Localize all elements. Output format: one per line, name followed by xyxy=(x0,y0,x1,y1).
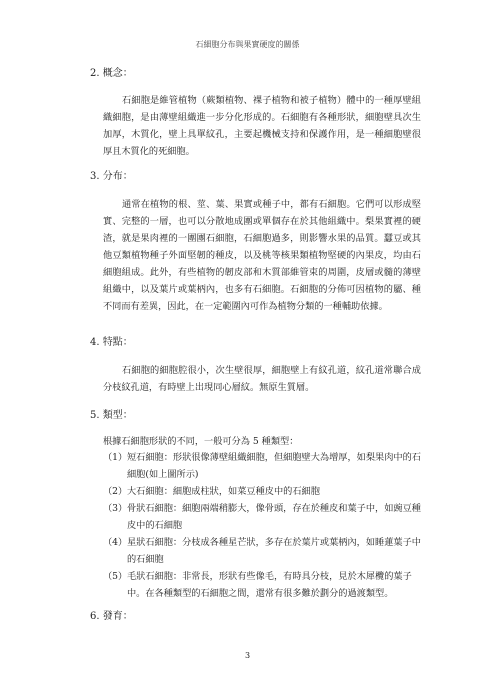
list-item xyxy=(103,483,425,500)
section-heading-distribution: 3. 分布： xyxy=(90,171,133,182)
list-item xyxy=(103,449,425,483)
list-text: 短石細胞：形狀很像薄壁組織細胞，但細胞壁大為增厚，如梨果肉中的石細胞(如上圖所示) xyxy=(127,452,421,480)
list-item xyxy=(103,534,425,568)
list-text: 毛狀石細胞：非常長，形狀有些像毛，有時具分枝，見於木犀欖的葉子中。在各種類型的石細胞之間，還常有很多難於劃分的過渡類型。 xyxy=(127,571,412,599)
paragraph-concept: 石細胞是維管植物（蕨類植物、裸子植物和被子植物）體中的一種厚壁組織細胞，是由薄壁組織進一步分化形成的。石細胞有各種形狀，細胞壁具次生加厚，木質化，壁上具單紋孔，主要起機械支持和保護作用，是一種細胞壁很厚且木質化的死細胞。 xyxy=(103,95,421,157)
page-number: 3 xyxy=(244,651,251,660)
list-number: （4） xyxy=(103,537,128,548)
running-header: 石細胞分布與果實硬度的關係 xyxy=(195,40,300,49)
list-number: （3） xyxy=(103,503,128,514)
list-number: （1） xyxy=(103,452,128,463)
list-text: 星狀石細胞：分枝成各種星芒狀，多存在於葉片或葉柄內，如睡蓮葉子中的石細胞 xyxy=(127,537,421,565)
types-intro: 根據石細胞形狀的不同，一般可分為 5 種類型： xyxy=(103,436,299,447)
list-text: 大石細胞：細胞成柱狀，如菜豆種皮中的石細胞 xyxy=(127,486,320,497)
section-heading-development: 6. 發育： xyxy=(90,611,133,622)
list-item xyxy=(103,568,425,602)
list-number: （2） xyxy=(103,486,128,497)
list-text: 骨狀石細胞：細胞兩端稍膨大，像骨頭，存在於種皮和葉子中，如豌豆種皮中的石細胞 xyxy=(127,503,421,531)
section-heading-concept: 2. 概念： xyxy=(90,68,133,79)
paragraph-features: 石細胞的細胞腔很小，次生壁很厚，細胞壁上有紋孔道，紋孔道常聯合成分枝紋孔道，有時壁上出現同心層紋。無原生質層。 xyxy=(103,365,421,393)
section-heading-features: 4. 特點： xyxy=(90,337,133,348)
list-number: （5） xyxy=(103,571,128,582)
list-item xyxy=(103,500,425,534)
section-heading-types: 5. 類型： xyxy=(90,410,133,421)
paragraph-distribution: 通常在植物的根、莖、葉、果實或種子中，都有石細胞。它們可以形成堅實、完整的一層，也可以分散地成團或單個存在於其他組織中。梨果實裡的硬渣，就是果肉裡的一團團石細胞，石細胞過多，則影響水果的品質。蠶豆或其他豆類植物種子外面堅韌的種皮，以及桃等核果類植物堅硬的內果皮，均由石細胞組成。此外，有些植物的韌皮部和木質部維管束的周圍，皮層或髓的薄壁組織中，以及葉片或葉柄內，也多有石細胞。石細胞的分佈可因植物的屬、種不同而有差異，因此，在一定範圍內可作為植物分類的一種輔助依據。 xyxy=(103,199,421,312)
